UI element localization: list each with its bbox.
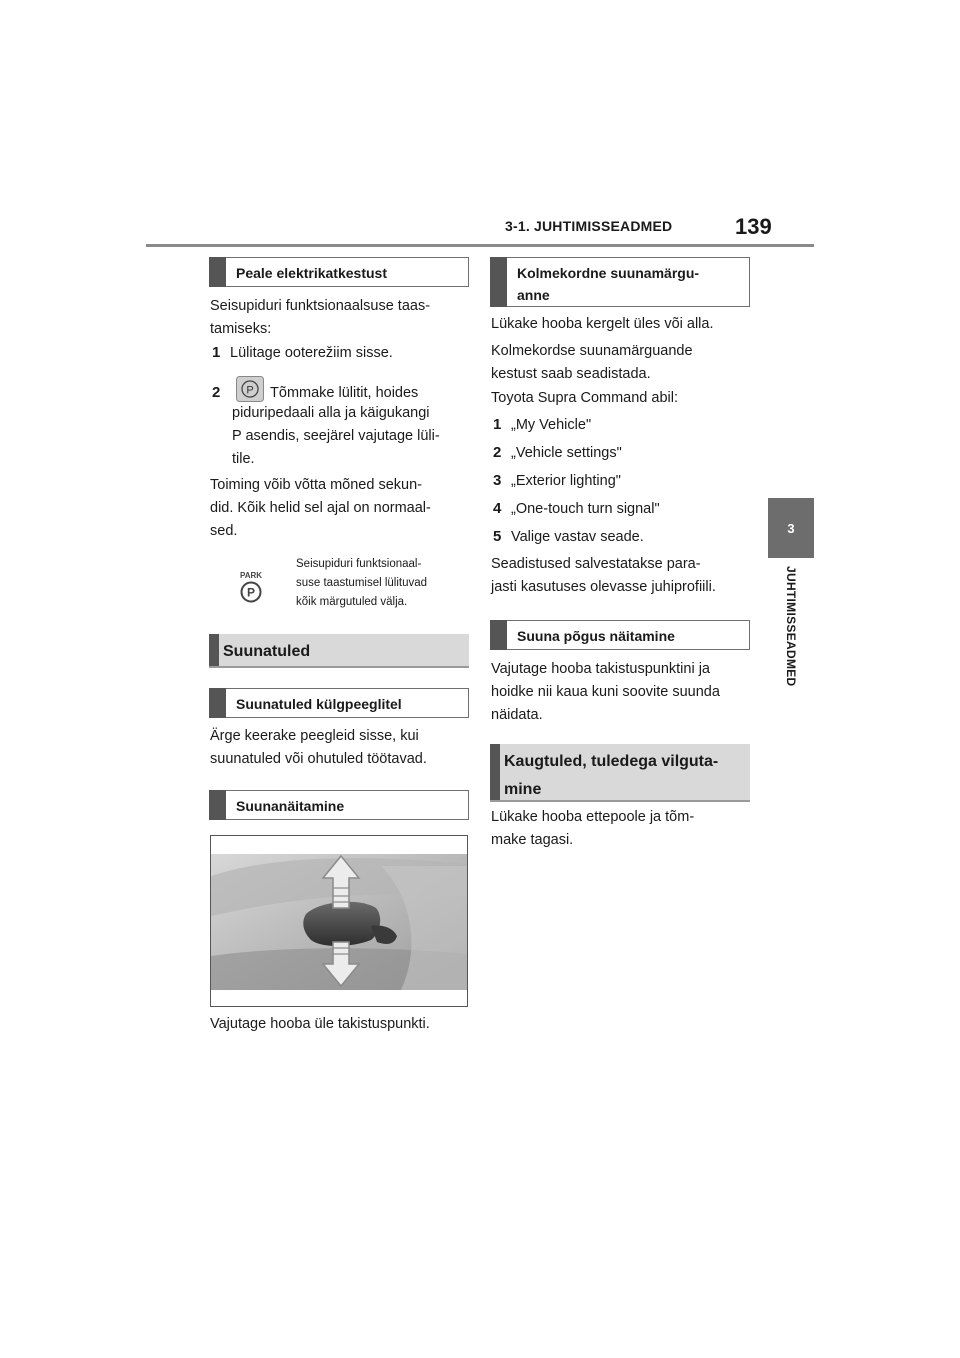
right-text-4: Seadistused salvestatakse para- jasti kasutuses olevasse juhiprofiili. — [491, 556, 716, 595]
note-text: Toiming võib võtta mõned sekun- did. Kõik helid sel ajal on normaal- sed. — [210, 477, 431, 539]
right-text-5: Vajutage hooba takistuspunktini ja hoidke nii kaua kuni soovite suunda näidata. — [491, 661, 720, 723]
subheading-power-outage: Peale elektrikatkestust — [236, 265, 387, 281]
subheading-box — [209, 688, 469, 718]
list-item: 1 „My Vehicle" — [493, 416, 592, 433]
heading-turn-signals: Suunatuled — [209, 634, 469, 666]
park-note: Seisupiduri funktsionaal- suse taastumisel lülituvad kõik märgutuled välja. — [296, 558, 428, 608]
subheading-mirror-signals: Suunatuled külgpeeglitel — [236, 696, 402, 712]
illustration-caption: Vajutage hooba üle takistuspunkti. — [210, 1016, 430, 1032]
header-rule — [146, 244, 814, 247]
intro-text: Seisupiduri funktsionaalsuse taas- tamiseks: — [210, 298, 431, 337]
heading-high-beam: Kaugtuled, tuledega vilguta- mine — [490, 744, 750, 800]
svg-text:P: P — [246, 585, 256, 600]
right-text-6: Lükake hooba ettepoole ja tõm- make tagasi. — [491, 809, 695, 848]
subheading-brief-indication: Suuna põgus näitamine — [517, 628, 675, 644]
subheading-box — [490, 257, 750, 307]
lever-illustration — [210, 835, 468, 1007]
list-item: 2 „Vehicle settings" — [493, 444, 622, 461]
section-title: 3-1. JUHTIMISSEADMED — [505, 218, 673, 234]
subheading-box — [490, 620, 750, 650]
list-item: 4 „One-touch turn signal" — [493, 500, 660, 517]
right-text-1: Lükake hooba kergelt üles või alla. — [491, 316, 714, 332]
subheading-indicating: Suunanäitamine — [236, 798, 345, 814]
list-item: 5 Valige vastav seade. — [493, 528, 644, 545]
page-number: 139 — [735, 214, 772, 239]
list-item: 3 „Exterior lighting" — [493, 472, 621, 489]
right-text-3: Toyota Supra Command abil: — [491, 390, 678, 406]
subheading-box — [209, 257, 469, 287]
subheading-triple-signal: Kolmekordne suunamärgu- anne — [517, 265, 700, 303]
subheading-box — [209, 790, 469, 820]
turn-signal-lever-image — [211, 836, 467, 1006]
chapter-label: JUHTIMISSEADMED — [784, 566, 798, 687]
right-text-2: Kolmekordse suunamärguande kestust saab seadistada. — [491, 343, 693, 382]
settings-list — [493, 413, 660, 553]
park-indicator-icon — [236, 570, 266, 609]
step-2: 2 P Tõmmake lülitit, hoides — [212, 376, 418, 410]
step-2-cont: piduripedaali alla ja käigukangi P asendis, seejärel vajutage lüli- tile. — [232, 405, 440, 467]
chapter-number: 3 — [787, 520, 795, 536]
chapter-tab — [768, 498, 814, 558]
step-1: 1 Lülitage ooterežiim sisse. — [212, 344, 393, 361]
mirror-text: Ärge keerake peegleid sisse, kui suunatuled või ohutuled töötavad. — [210, 728, 427, 767]
svg-text:P: P — [246, 384, 254, 397]
svg-text:PARK: PARK — [239, 571, 263, 580]
